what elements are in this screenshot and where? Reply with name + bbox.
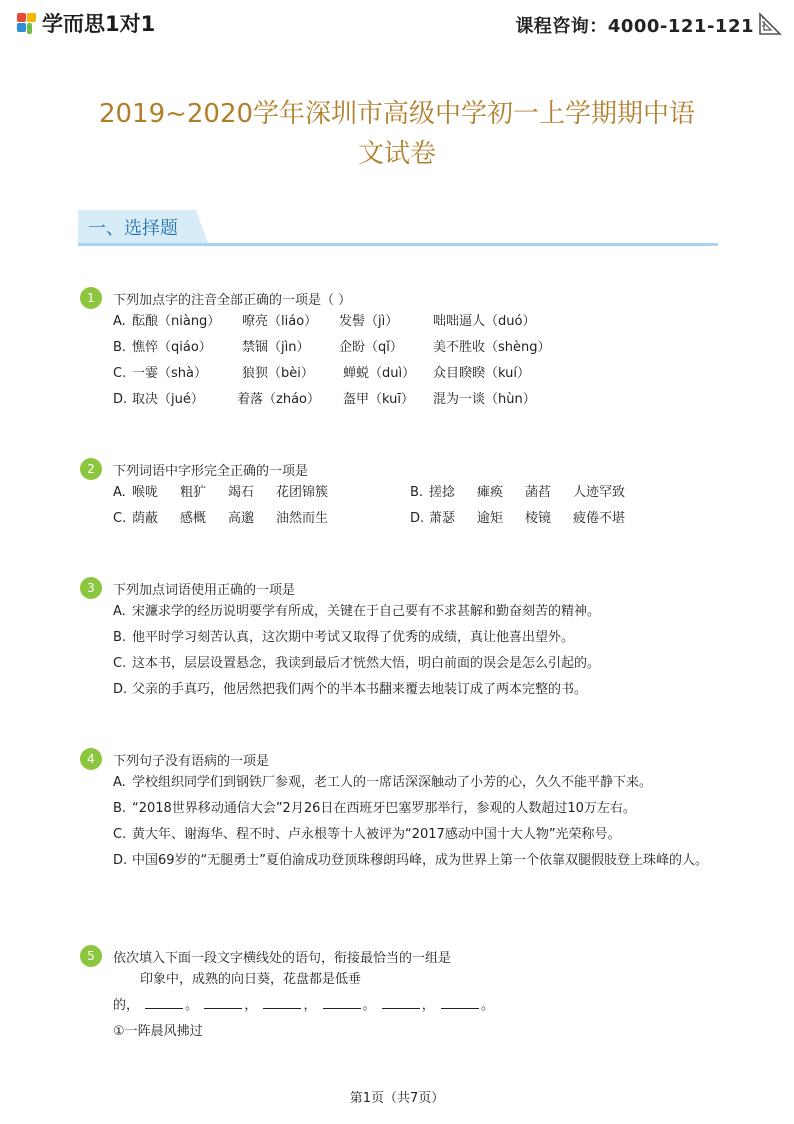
option-item: 企盼（qǐ） bbox=[339, 340, 403, 355]
option-c bbox=[80, 651, 720, 677]
logo-text: 学而思1对1 bbox=[42, 12, 156, 36]
option-letter: B. bbox=[410, 485, 424, 500]
option-item: 禁锢（jìn） bbox=[242, 340, 310, 355]
title-line-1: 2019~2020学年深圳市高级中学初一上学期期中语 bbox=[98, 99, 696, 129]
question-stem: 下列加点字的注音全部正确的一项是（ ） bbox=[113, 292, 352, 308]
question-number-badge: 4 bbox=[80, 748, 102, 770]
option-letter: A. bbox=[113, 604, 126, 619]
question-number-badge: 1 bbox=[80, 287, 102, 309]
consult-info bbox=[515, 12, 754, 38]
option-item: 众目睽睽（kuí） bbox=[433, 366, 530, 381]
option-text: 学校组织同学们到钢铁厂参观，老工人的一席话深深触动了小芳的心，久久不能平静下来。 bbox=[132, 775, 653, 790]
option-letter: D. bbox=[113, 682, 128, 697]
option-text: 这本书，层层设置悬念，我读到最后才恍然大悟，明白前面的误会是怎么引起的。 bbox=[132, 656, 601, 671]
option-item: 荫蔽 bbox=[132, 511, 159, 526]
option-item: 菡萏 bbox=[525, 485, 552, 500]
punct: ， bbox=[421, 998, 435, 1013]
option-item: 狼狈（bèi） bbox=[242, 366, 314, 381]
punct: ， bbox=[244, 998, 258, 1013]
passage-blanks bbox=[80, 993, 720, 1019]
option-row-a bbox=[80, 309, 720, 335]
option-1-text: ①一阵晨风拂过 bbox=[113, 1024, 203, 1039]
option-row-d bbox=[80, 387, 720, 413]
brand-logo bbox=[14, 8, 155, 38]
option-item: 高邈 bbox=[228, 511, 255, 526]
option-item: 喉咙 bbox=[132, 485, 159, 500]
punct: 。 bbox=[362, 998, 376, 1013]
option-a bbox=[80, 770, 720, 796]
option-row-c bbox=[80, 361, 720, 387]
option-text: 宋濂求学的经历说明要学有所成，关键在于自己要有不求甚解和勤奋刻苦的精神。 bbox=[132, 604, 601, 619]
option-text: 父亲的手真巧，他居然把我们两个的半本书翻来覆去地装订成了两本完整的书。 bbox=[132, 682, 588, 697]
consult-phone: 4000-121-121 bbox=[607, 16, 754, 37]
question-5 bbox=[80, 945, 720, 1045]
question-stem: 依次填入下面一段文字横线处的语句，衔接最恰当的一组是 bbox=[113, 950, 452, 966]
passage-line: 印象中，成熟的向日葵，花盘都是低垂 bbox=[140, 972, 362, 987]
question-3 bbox=[80, 577, 720, 703]
option-item: 感概 bbox=[180, 511, 207, 526]
fill-blank[interactable] bbox=[263, 996, 301, 1009]
option-a bbox=[80, 599, 720, 625]
option-letter: C. bbox=[113, 366, 127, 381]
option-b bbox=[80, 796, 720, 822]
ruler-triangle-icon bbox=[758, 12, 782, 36]
question-number-badge: 3 bbox=[80, 577, 102, 599]
option-item: 萧瑟 bbox=[429, 511, 456, 526]
option-item: 憔悴（qiáo） bbox=[132, 340, 212, 355]
option-item: 盔甲（kuī） bbox=[343, 392, 414, 407]
option-d bbox=[80, 848, 722, 874]
section-header bbox=[78, 210, 718, 246]
option-b bbox=[80, 625, 720, 651]
option-item: 搓捻 bbox=[429, 485, 456, 500]
option-letter: B. bbox=[113, 630, 127, 645]
option-letter: A. bbox=[113, 485, 126, 500]
option-item: 美不胜收（shèng） bbox=[433, 340, 551, 355]
page-footer: 第1页（共7页） bbox=[349, 1091, 445, 1106]
option-letter: D. bbox=[410, 511, 425, 526]
option-letter: C. bbox=[113, 827, 127, 842]
punct: 。 bbox=[185, 998, 199, 1013]
question-2 bbox=[80, 458, 720, 532]
option-item: 蝉蜕（duì） bbox=[343, 366, 416, 381]
question-stem: 下列词语中字形完全正确的一项是 bbox=[113, 463, 309, 479]
option-item: 人迹罕致 bbox=[573, 485, 626, 500]
option-letter: C. bbox=[113, 511, 127, 526]
option-row-b bbox=[80, 335, 720, 361]
option-item: 油然而生 bbox=[276, 511, 329, 526]
option-item: 发髻（jì） bbox=[339, 314, 399, 329]
question-number-badge: 2 bbox=[80, 458, 102, 480]
option-letter: B. bbox=[113, 340, 127, 355]
option-text: 他平时学习刻苦认真，这次期中考试又取得了优秀的成绩，真让他喜出望外。 bbox=[132, 630, 575, 645]
option-item: 逾矩 bbox=[477, 511, 504, 526]
option-item: 酝酿（niàng） bbox=[132, 314, 221, 329]
option-letter: A. bbox=[113, 314, 126, 329]
option-text: “2018世界移动通信大会”2月26日在西班牙巴塞罗那举行，参观的人数超过10万左右。 bbox=[132, 801, 636, 816]
fill-blank[interactable] bbox=[145, 996, 183, 1009]
option-item: 着落（zháo） bbox=[237, 392, 320, 407]
question-stem: 下列句子没有语病的一项是 bbox=[113, 753, 270, 769]
option-row-ab bbox=[80, 480, 720, 506]
option-letter: C. bbox=[113, 656, 127, 671]
fill-blank[interactable] bbox=[441, 996, 479, 1009]
option-item: 咄咄逼人（duó） bbox=[433, 314, 536, 329]
option-letter: A. bbox=[113, 775, 126, 790]
option-item: 棱镜 bbox=[525, 511, 552, 526]
page-header bbox=[0, 0, 794, 46]
option-item: 嘹亮（liáo） bbox=[242, 314, 318, 329]
page-title bbox=[70, 94, 724, 174]
option-item: 取决（jué） bbox=[132, 392, 204, 407]
option-letter: D. bbox=[113, 853, 128, 868]
question-number-badge: 5 bbox=[80, 945, 102, 967]
consult-label: 课程咨询： bbox=[515, 16, 608, 37]
question-stem: 下列加点词语使用正确的一项是 bbox=[113, 582, 296, 598]
punct: 。 bbox=[480, 998, 494, 1013]
option-letter: B. bbox=[113, 801, 127, 816]
fill-blank[interactable] bbox=[382, 996, 420, 1009]
option-item: 竭石 bbox=[228, 485, 255, 500]
question-1 bbox=[80, 287, 720, 413]
option-c bbox=[80, 822, 720, 848]
title-line-2: 文试卷 bbox=[357, 139, 436, 169]
option-text: 黄大年、谢海华、程不时、卢永根等十人被评为“2017感动中国十大人物”光荣称号。 bbox=[132, 827, 621, 842]
option-d bbox=[80, 677, 720, 703]
option-letter: D. bbox=[113, 392, 128, 407]
option-item: 混为一谈（hùn） bbox=[433, 392, 536, 407]
question-4 bbox=[80, 748, 720, 874]
fill-blank[interactable] bbox=[323, 996, 361, 1009]
section-title: 一、选择题 bbox=[88, 218, 178, 239]
passage-text: 的， bbox=[113, 998, 140, 1013]
fill-blank[interactable] bbox=[204, 996, 242, 1009]
punct: ， bbox=[303, 998, 317, 1013]
option-item: 花团锦簇 bbox=[276, 485, 329, 500]
option-text: 中国69岁的“无腿勇士”夏伯渝成功登顶珠穆朗玛峰，成为世界上第一个依靠双腿假肢登上珠峰的人。 bbox=[132, 853, 709, 868]
option-row-cd bbox=[80, 506, 720, 532]
logo-mark-icon bbox=[14, 10, 40, 36]
section-underline bbox=[78, 243, 718, 246]
option-item: 瘫痪 bbox=[477, 485, 504, 500]
option-item: 粗犷 bbox=[180, 485, 207, 500]
option-item: 疲倦不堪 bbox=[573, 511, 626, 526]
option-item: 一霎（shà） bbox=[132, 366, 207, 381]
